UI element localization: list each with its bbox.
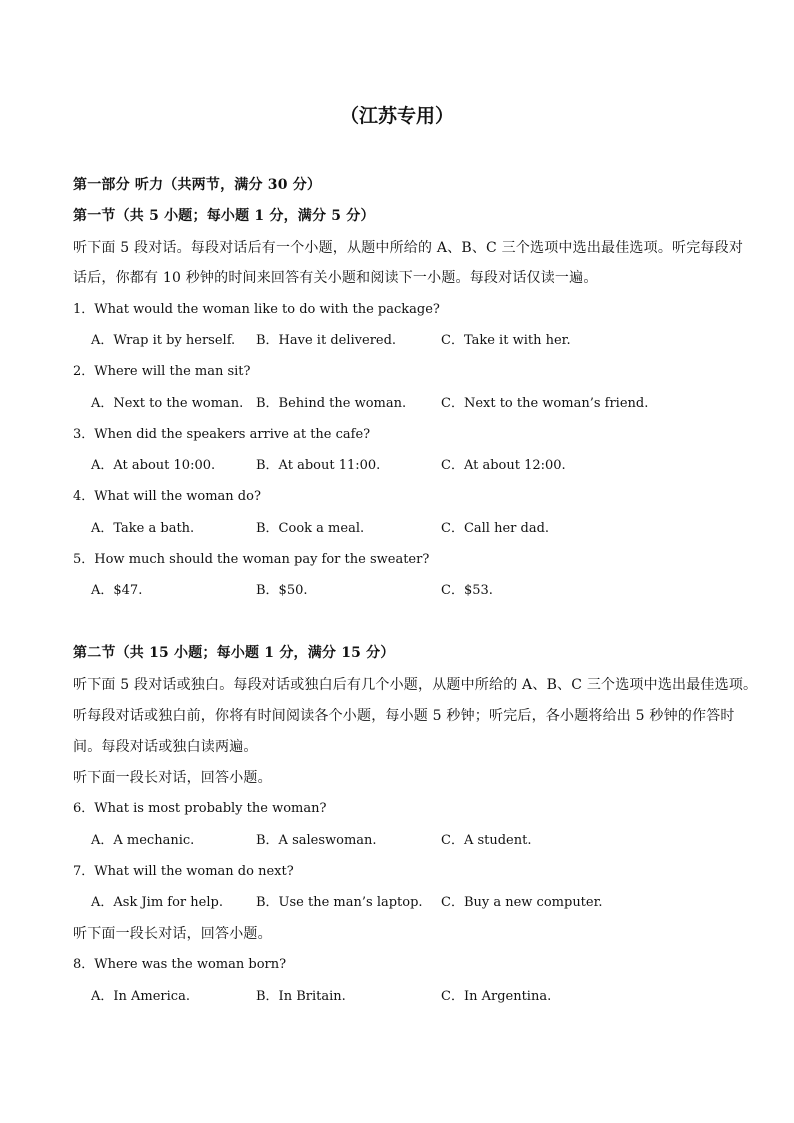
option-c: C．In Argentina. bbox=[441, 989, 552, 1004]
question-text: 4．What will the woman do? bbox=[73, 489, 261, 504]
option-b: B．$50. bbox=[256, 583, 308, 598]
option-a: A．Ask Jim for help. bbox=[91, 895, 223, 910]
section1-instruction-line: 话后，你都有 10 秒钟的时间来回答有关小题和阅读下一小题。每段对话仅读一遍。 bbox=[73, 270, 598, 286]
option-b: B．Cook a meal. bbox=[256, 521, 365, 536]
question-text: 7．What will the woman do next? bbox=[73, 864, 294, 879]
option-c: C．At about 12:00. bbox=[441, 458, 566, 473]
page-title: （江苏专用） bbox=[339, 105, 454, 127]
question-text: 1．What would the woman like to do with the package? bbox=[73, 302, 440, 317]
listening-prompt: 听下面一段长对话，回答小题。 bbox=[73, 770, 272, 786]
part1-heading: 第一部分 听力（共两节，满分 30 分） bbox=[73, 177, 322, 193]
question-text: 5．How much should the woman pay for the sweater? bbox=[73, 552, 430, 567]
option-b: B．In Britain. bbox=[256, 989, 346, 1004]
option-b: B．Behind the woman. bbox=[256, 396, 407, 411]
option-a: A．Next to the woman. bbox=[91, 396, 244, 411]
section1-instruction-line: 听下面 5 段对话。每段对话后有一个小题，从题中所给的 A、B、C 三个选项中选出最佳选项。听完每段对 bbox=[73, 240, 744, 256]
section2-instruction-line: 听每段对话或独白前，你将有时间阅读各个小题，每小题 5 秒钟；听完后，各小题将给出 5 秒钟的作答时 bbox=[73, 708, 735, 724]
section2-heading: 第二节（共 15 小题；每小题 1 分，满分 15 分） bbox=[73, 645, 395, 661]
section1-heading: 第一节（共 5 小题；每小题 1 分，满分 5 分） bbox=[73, 208, 375, 224]
option-a: A．A mechanic. bbox=[91, 833, 195, 848]
option-c: C．Next to the woman’s friend. bbox=[441, 396, 649, 411]
option-c: C．$53. bbox=[441, 583, 493, 598]
option-b: B．Have it delivered. bbox=[256, 333, 397, 348]
section2-instruction-line: 听下面 5 段对话或独白。每段对话或独白后有几个小题，从题中所给的 A、B、C 三个选项中选出最佳选项。 bbox=[73, 677, 758, 693]
option-a: A．In America. bbox=[91, 989, 190, 1004]
option-b: B．At about 11:00. bbox=[256, 458, 381, 473]
question-text: 8．Where was the woman born? bbox=[73, 957, 287, 972]
listening-prompt: 听下面一段长对话，回答小题。 bbox=[73, 926, 272, 942]
option-c: C．A student. bbox=[441, 833, 532, 848]
option-a: A．$47. bbox=[91, 583, 143, 598]
section2-instruction-line: 间。每段对话或独白读两遍。 bbox=[73, 739, 258, 755]
option-a: A．At about 10:00. bbox=[91, 458, 216, 473]
option-b: B．Use the man’s laptop. bbox=[256, 895, 423, 910]
question-text: 6．What is most probably the woman? bbox=[73, 801, 327, 816]
option-c: C．Buy a new computer. bbox=[441, 895, 603, 910]
option-c: C．Call her dad. bbox=[441, 521, 550, 536]
option-b: B．A saleswoman. bbox=[256, 833, 377, 848]
option-c: C．Take it with her. bbox=[441, 333, 571, 348]
option-a: A．Take a bath. bbox=[91, 521, 195, 536]
question-text: 3．When did the speakers arrive at the cafe? bbox=[73, 427, 371, 442]
option-a: A．Wrap it by herself. bbox=[91, 333, 236, 348]
question-text: 2．Where will the man sit? bbox=[73, 364, 251, 379]
